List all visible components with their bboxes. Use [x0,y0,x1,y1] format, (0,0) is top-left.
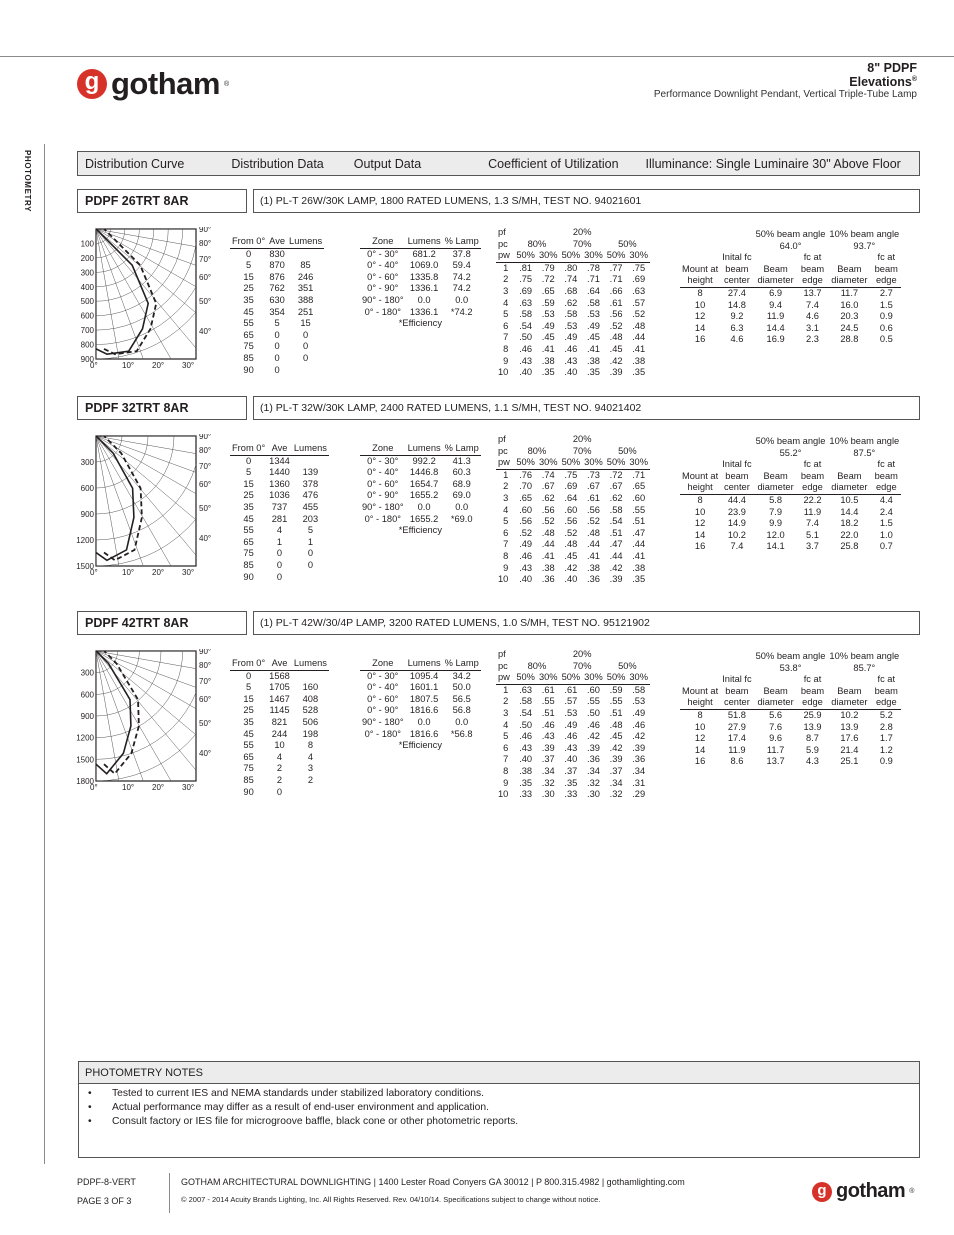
dist-header: From 0° [230,443,267,455]
table-row: 0° - 90° 1655.2 69.0 [367,490,471,501]
table-row: 8 51.8 5.6 25.9 10.2 5.2 [697,709,893,720]
radial-tick-label: 1500 [76,755,94,765]
table-row: 10 27.9 7.6 13.9 13.9 2.8 [694,721,893,732]
gotham-g-icon: g [812,1182,832,1202]
illuminance-table: 50% beam angle 10% beam angle 55.2° 87.5° Inital fc fc at fc at Mount at beam Beam beam Beam beam height center diameter edge diameter edge 8 44.4 5.8 22.2 10.5 4.4 10 23.9 7.9 11.9 14.4 2.4 12 14.9 9.9 7.4 18.2 1.5 14 10.2 12.0 5.1 22.0 1.0 16 7.4 14.1 3.7 25.8 0.7 [682,436,900,552]
product-name: PDPF 42TRT 8AR [77,611,247,635]
angle-tick-label: 20° [152,783,165,792]
distribution-curve-chart [76,227,226,387]
table-row: 0° - 40° 1069.0 59.4 [367,260,471,271]
distribution-curve-chart [76,649,226,809]
table-row: 0 1344 [246,455,290,466]
radial-tick-label: 800 [80,340,94,350]
output-header: Zone [360,443,406,455]
table-row: 14 6.3 14.4 3.1 24.5 0.6 [694,322,893,333]
table-row: 55 10 8 [243,740,313,751]
table-row: 0° - 30° 681.2 37.8 [367,248,471,259]
table-row: 0° - 40° 1446.8 60.3 [367,467,471,478]
table-row: 35 821 506 [243,716,319,727]
cu-table: pf 20% pc 80% 70% 50% pw 50% 30% 50% 30% 50% 30% 1 .76 .74 .75 .73 .72 .71 2 .70 .67 .69 .67 .67 .65 3 .65 .62 .64 .61 .62 .60 4 .60 .56 .60 .56 .58 .55 5 .56 .52 .56 .52 .54 .51 6 .52 .48 .52 .48 .51 .47 7 .49 .44 .48 .44 .47 .44 8 .46 .41 .45 .41 .44 .41 9 .43 .38 .42 .38 .42 .38 10 .40 .36 .40 .36 .39 .35 [496,434,654,586]
output-data-table [360,443,481,537]
table-row: 5 1440 139 [246,467,319,478]
efficiency-note: *Efficiency [398,318,442,329]
radial-tick-label: 1200 [76,536,94,545]
table-row: 5 .58 .53 .58 .53 .56 .52 [503,309,646,320]
table-row: 55 5 15 [243,318,311,329]
angle-tick-label: 60° [199,273,212,282]
output-header: Lumens [406,658,443,670]
angle-tick-label: 20° [152,568,165,577]
brand-name: gotham [111,66,220,101]
table-row: 85 2 2 [243,774,313,785]
angle-tick-label: 90° [199,649,212,656]
section-nav [77,151,920,176]
table-row: 0° - 30° 1095.4 34.2 [367,670,471,681]
output-data-table [360,236,481,330]
table-row: 65 0 0 [243,329,309,340]
table-row: 0° - 180° 1655.2 *69.0 [364,513,473,524]
table-row: 85 0 0 [243,559,313,570]
side-divider [44,144,45,1164]
table-row: 1 .63 .61 .61 .60 .59 .58 [503,684,646,695]
table-row: 90° - 180° 0.0 0.0 [362,716,469,727]
angle-tick-label: 70° [199,677,212,686]
illuminance-table: 50% beam angle 10% beam angle 53.8° 85.7° Inital fc fc at fc at Mount at beam Beam beam Beam beam height center diameter edge diameter edge 8 51.8 5.6 25.9 10.2 5.2 10 27.9 7.6 13.9 13.9 2.8 12 17.4 9.6 8.7 17.6 1.7 14 11.9 11.7 5.9 21.4 1.2 16 8.6 13.7 4.3 25.1 0.9 [682,651,900,767]
table-row: 85 0 0 [243,352,309,363]
table-row: 35 630 388 [243,294,314,305]
table-row: 5 .56 .52 .56 .52 .54 .51 [503,516,646,527]
polar-ring [76,227,197,330]
dist-header: Lumens [287,236,324,248]
table-row: 14 11.9 11.7 5.9 21.4 1.2 [694,744,893,755]
polar-ring [76,434,200,540]
table-row: 12 9.2 11.9 4.6 20.3 0.9 [694,311,893,322]
table-row: 0° - 30° 992.2 41.3 [367,455,471,466]
polar-ring [76,649,204,759]
table-row: 3 .69 .65 .68 .64 .66 .63 [503,285,646,296]
angle-tick-label: 90° [199,434,212,441]
table-row: 14 10.2 12.0 5.1 22.0 1.0 [694,529,893,540]
cu-table: pf 20% pc 80% 70% 50% pw 50% 30% 50% 30% 50% 30% 1 .63 .61 .61 .60 .59 .58 2 .58 .55 .57 .55 .55 .53 3 .54 .51 .53 .50 .51 .49 4 .50 .46 .49 .46 .48 .46 5 .46 .43 .46 .42 .45 .42 6 .43 .39 .43 .39 .42 .39 7 .40 .37 .40 .36 .39 .36 8 .38 .34 .37 .34 .37 .34 9 .35 .32 .35 .32 .34 .31 10 .33 .30 .33 .30 .32 .29 [496,649,654,801]
table-row: 16 8.6 13.7 4.3 25.1 0.9 [694,756,893,767]
table-row: 5 .46 .43 .46 .42 .45 .42 [503,731,646,742]
table-row: 7 .50 .45 .49 .45 .48 .44 [503,332,646,343]
angle-tick-label: 50° [199,719,212,728]
footer-copyright: © 2007 - 2014 Acuity Brands Lighting, Inc. All Rights Reserved. Rev. 04/10/14. Specifications subject to change without notice. [181,1195,601,1204]
angle-tick-label: 10° [122,783,135,792]
radial-tick-label: 900 [80,355,94,364]
header-titles [654,61,917,100]
table-row: 10 .33 .30 .33 .30 .32 .29 [498,789,646,800]
page-subtitle: Elevations® [849,75,917,89]
distribution-data-table [230,443,329,583]
table-row: 2 .75 .72 .74 .71 .71 .69 [503,274,646,285]
table-row: 75 0 0 [243,548,313,559]
table-row: 0° - 60° 1335.8 74.2 [367,271,471,282]
angle-tick-label: 40° [199,327,212,336]
page-title: 8" PDPF [867,61,917,75]
angle-tick-label: 40° [199,534,212,543]
angle-tick-label: 80° [199,661,212,670]
table-row: 12 17.4 9.6 8.7 17.6 1.7 [694,733,893,744]
nav-distribution-data: Distribution Data [231,156,324,171]
table-row: 1 .76 .74 .75 .73 .72 .71 [503,469,646,480]
polar-frame [96,229,196,359]
nav-output-data: Output Data [353,156,422,171]
table-row: 6 .54 .49 .53 .49 .52 .48 [503,320,646,331]
radial-tick-label: 100 [80,239,94,249]
output-header: Lumens [406,236,443,248]
table-row: 8 27.4 6.9 13.7 11.7 2.7 [697,287,893,298]
table-row: 7 .49 .44 .48 .44 .47 .44 [503,539,646,550]
distribution-curve-chart [76,434,226,594]
angle-tick-label: 90° [199,227,212,234]
dist-header: Lumens [292,443,329,455]
angle-tick-label: 10° [122,361,135,370]
gotham-g-icon: g [77,69,107,99]
table-row: 45 244 198 [243,728,319,739]
table-row: 55 4 5 [243,525,313,536]
distribution-data-table [230,658,329,798]
dist-header: Lumens [292,658,329,670]
note-item: • Consult factory or IES file for microgroove baffle, black cone or other photometric reports. [79,1116,919,1127]
table-row: 25 762 351 [243,283,314,294]
polar-frame [96,436,196,566]
radial-tick-label: 1500 [76,562,94,571]
angle-tick-label: 80° [199,239,212,248]
table-row: 90° - 180° 0.0 0.0 [362,294,469,305]
dist-header: Ave [267,443,292,455]
table-row: 1 .81 .79 .80 .78 .77 .75 [503,262,646,273]
table-row: 16 7.4 14.1 3.7 25.8 0.7 [694,541,893,552]
radial-tick-label: 400 [80,282,94,292]
angle-tick-label: 30° [182,361,195,370]
table-row: 6 .43 .39 .43 .39 .42 .39 [503,742,646,753]
angle-tick-label: 80° [199,446,212,455]
table-row: 8 .38 .34 .37 .34 .37 .34 [503,765,646,776]
output-header: Zone [360,658,406,670]
table-row: 0° - 180° 1816.6 *56.8 [364,728,473,739]
table-row: 0° - 90° 1336.1 74.2 [367,283,471,294]
table-row: 4 .63 .59 .62 .58 .61 .57 [503,297,646,308]
radial-tick-label: 500 [80,297,94,307]
footer-divider [169,1173,170,1213]
output-header: Lumens [406,443,443,455]
footer-code: PDPF-8-VERT [77,1177,136,1187]
output-header: % Lamp [443,236,481,248]
angle-tick-label: 70° [199,255,212,264]
table-row: 35 737 455 [243,501,319,512]
table-row: 7 .40 .37 .40 .36 .39 .36 [503,754,646,765]
header-divider [0,56,954,57]
lamp-info: (1) PL-T 42W/30/4P LAMP, 3200 RATED LUMENS, 1.0 S/MH, TEST NO. 95121902 [253,611,920,635]
note-item: • Tested to current IES and NEMA standards under stabilized laboratory conditions. [79,1088,919,1099]
angle-tick-label: 20° [152,361,165,370]
table-row: 8 .46 .41 .45 .41 .44 .41 [503,550,646,561]
table-row: 65 4 4 [243,751,313,762]
table-row: 8 .46 .41 .46 .41 .45 .41 [503,343,646,354]
table-row: 90 0 [243,364,280,375]
table-row: 2 .70 .67 .69 .67 .67 .65 [503,481,646,492]
table-row: 15 1360 378 [243,478,319,489]
side-tab-photometry: PHOTOMETRY [23,150,32,213]
note-item: • Actual performance may differ as a result of end-user environment and application. [79,1102,919,1113]
nav-illuminance: Illuminance: Single Luminaire 30" Above Floor [645,156,901,171]
radial-tick-label: 300 [80,668,94,678]
table-row: 0 1568 [246,670,290,681]
output-header: % Lamp [443,443,481,455]
table-row: 9 .35 .32 .35 .32 .34 .31 [503,777,646,788]
footer-company: GOTHAM ARCHITECTURAL DOWNLIGHTING | 1400 Lester Road Conyers GA 30012 | P 800.315.4982 | gothamlighting.com [181,1177,685,1187]
angle-tick-label: 0° [90,568,98,577]
table-row: 0 830 [246,248,285,259]
table-row: 4 .50 .46 .49 .46 .48 .46 [503,719,646,730]
radial-tick-label: 600 [80,484,94,493]
radial-tick-label: 200 [80,253,94,263]
angle-tick-label: 0° [90,783,98,792]
table-row: 0° - 60° 1654.7 68.9 [367,478,471,489]
table-row: 15 876 246 [243,271,314,282]
table-row: 8 44.4 5.8 22.2 10.5 4.4 [697,494,893,505]
radial-tick-label: 300 [80,458,94,467]
table-row: 0° - 180° 1336.1 *74.2 [364,306,473,317]
table-row: 10 14.8 9.4 7.4 16.0 1.5 [694,299,893,310]
efficiency-note: *Efficiency [398,525,442,536]
table-row: 65 1 1 [243,536,313,547]
radial-tick-label: 700 [80,326,94,336]
table-row: 90 0 [243,571,283,582]
table-row: 10 23.9 7.9 11.9 14.4 2.4 [694,506,893,517]
table-row: 3 .65 .62 .64 .61 .62 .60 [503,492,646,503]
table-row: 5 870 85 [246,260,311,271]
table-row: 0° - 60° 1807.5 56.5 [367,693,471,704]
footer-page: PAGE 3 OF 3 [77,1196,132,1206]
table-row: 2 .58 .55 .57 .55 .55 .53 [503,696,646,707]
brand-logo: g gotham ® [77,66,229,102]
radial-tick-label: 600 [80,311,94,321]
angle-tick-label: 60° [199,695,212,704]
table-row: 45 281 203 [243,513,319,524]
table-row: 0° - 40° 1601.1 50.0 [367,682,471,693]
product-name: PDPF 26TRT 8AR [77,189,247,213]
distribution-data-table [230,236,324,376]
nav-distribution-curve: Distribution Curve [85,156,185,171]
table-row: 90° - 180° 0.0 0.0 [362,501,469,512]
angle-tick-label: 40° [199,749,212,758]
footer-logo: g gotham ® [812,1180,914,1203]
table-row: 15 1467 408 [243,693,319,704]
dist-header: From 0° [230,236,267,248]
efficiency-note: *Efficiency [398,740,442,751]
angle-tick-label: 50° [199,297,212,306]
table-row: 9 .43 .38 .43 .38 .42 .38 [503,355,646,366]
radial-tick-label: 600 [80,690,94,700]
table-row: 0° - 90° 1816.6 56.8 [367,705,471,716]
cu-table: pf 20% pc 80% 70% 50% pw 50% 30% 50% 30% 50% 30% 1 .81 .79 .80 .78 .77 .75 2 .75 .72 .74 .71 .71 .69 3 .69 .65 .68 .64 .66 .63 4 .63 .59 .62 .58 .61 .57 5 .58 .53 .58 .53 .56 .52 6 .54 .49 .53 .49 .52 .48 7 .50 .45 .49 .45 .48 .44 8 .46 .41 .46 .41 .45 .41 9 .43 .38 .43 .38 .42 .38 10 .40 .35 .40 .35 .39 .35 [496,227,654,379]
angle-tick-label: 0° [90,361,98,370]
radial-tick-label: 900 [80,510,94,519]
product-name: PDPF 32TRT 8AR [77,396,247,420]
radial-tick-label: 1800 [76,777,94,786]
table-row: 10 .40 .35 .40 .35 .39 .35 [498,367,646,378]
table-row: 12 14.9 9.9 7.4 18.2 1.5 [694,518,893,529]
notes-title: PHOTOMETRY NOTES [78,1061,920,1084]
lamp-info: (1) PL-T 32W/30K LAMP, 2400 RATED LUMENS, 1.1 S/MH, TEST NO. 94021402 [253,396,920,420]
dist-header: From 0° [230,658,267,670]
illuminance-table: 50% beam angle 10% beam angle 64.0° 93.7° Inital fc fc at fc at Mount at beam Beam beam Beam beam height center diameter edge diameter edge 8 27.4 6.9 13.7 11.7 2.7 10 14.8 9.4 7.4 16.0 1.5 12 9.2 11.9 4.6 20.3 0.9 14 6.3 14.4 3.1 24.5 0.6 16 4.6 16.9 2.3 28.8 0.5 [682,229,900,345]
output-data-table [360,658,481,752]
angle-tick-label: 30° [182,568,195,577]
output-header: % Lamp [443,658,481,670]
table-row: 25 1145 528 [243,705,319,716]
dist-header: Ave [267,236,287,248]
nav-coefficient-of-utilization: Coefficient of Utilization [488,156,619,171]
angle-tick-label: 30° [182,783,195,792]
angle-tick-label: 50° [199,504,212,513]
table-row: 16 4.6 16.9 2.3 28.8 0.5 [694,334,893,345]
notes-body [78,1083,920,1158]
table-row: 6 .52 .48 .52 .48 .51 .47 [503,527,646,538]
angle-tick-label: 60° [199,480,212,489]
page-description: Performance Downlight Pendant, Vertical Triple-Tube Lamp [653,89,917,100]
table-row: 75 0 0 [243,341,309,352]
table-row: 25 1036 476 [243,490,319,501]
radial-tick-label: 1200 [76,733,94,743]
table-row: 45 354 251 [243,306,314,317]
radial-tick-label: 300 [80,268,94,278]
polar-frame [96,651,196,781]
lamp-info: (1) PL-T 26W/30K LAMP, 1800 RATED LUMENS, 1.3 S/MH, TEST NO. 94021601 [253,189,920,213]
candela-curve-dashed [104,436,142,560]
angle-tick-label: 10° [122,568,135,577]
dist-header: Ave [267,658,292,670]
table-row: 10 .40 .36 .40 .36 .39 .35 [498,574,646,585]
table-row: 3 .54 .51 .53 .50 .51 .49 [503,707,646,718]
angle-tick-label: 70° [199,462,212,471]
table-row: 4 .60 .56 .60 .56 .58 .55 [503,504,646,515]
table-row: 5 1705 160 [246,682,319,693]
table-row: 90 0 [243,786,283,797]
output-header: Zone [360,236,406,248]
table-row: 9 .43 .38 .42 .38 .42 .38 [503,562,646,573]
radial-tick-label: 900 [80,712,94,721]
table-row: 75 2 3 [243,763,313,774]
